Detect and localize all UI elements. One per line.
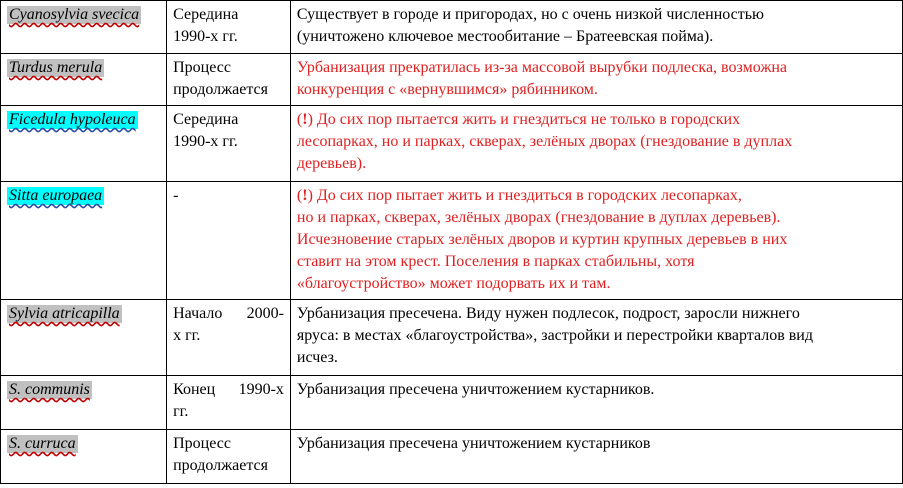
note-line: исчез. bbox=[296, 349, 338, 366]
species-name: Turdus merula bbox=[9, 59, 103, 76]
period-cell bbox=[167, 54, 291, 106]
table-row bbox=[1, 300, 903, 376]
species-cell bbox=[1, 106, 167, 182]
note-line: яруса: в местах «благоустройства», застройки и перестройки кварталов вид bbox=[296, 327, 813, 344]
note-cell bbox=[290, 182, 902, 300]
note-cell bbox=[290, 106, 902, 182]
note-line: ставит на этом крест. Поселения в парках стабильны, хотя bbox=[296, 253, 695, 270]
period-cell bbox=[167, 376, 291, 430]
species-name: S. communis bbox=[9, 381, 90, 398]
note-line: Урбанизация пресечена. Виду нужен подлесок, подрост, заросли нижнего bbox=[296, 305, 800, 322]
period-cell bbox=[167, 300, 291, 376]
period-cell bbox=[167, 182, 291, 300]
period-line: Середина bbox=[173, 6, 239, 23]
species-cell bbox=[1, 182, 167, 300]
note-line: деревьев). bbox=[296, 155, 367, 172]
species-name: S. curruca bbox=[9, 435, 76, 452]
note-line: Существует в городе и пригородах, но с очень низкой численностью bbox=[296, 6, 765, 23]
note-cell bbox=[290, 54, 902, 106]
species-cell bbox=[1, 300, 167, 376]
period-line: 1990-х гг. bbox=[173, 133, 238, 150]
species-name: Cyanosylvia svecica bbox=[9, 6, 140, 23]
period-line: Процесс bbox=[173, 435, 231, 452]
species-cell bbox=[1, 1, 167, 54]
note-line: конкуренция с «вернувшимся» рябинником. bbox=[296, 81, 598, 98]
period-line: Начало 2000- bbox=[173, 305, 284, 322]
period-line: - bbox=[173, 187, 179, 204]
note-cell bbox=[290, 430, 902, 484]
table-row bbox=[1, 430, 903, 484]
note-line: лесопарках, но и парках, скверах, зелёных дворах (гнездование в дуплах bbox=[296, 133, 793, 150]
note-line: Урбанизация пресечена уничтожением кустарников. bbox=[296, 381, 655, 398]
period-line: продолжается bbox=[173, 81, 269, 98]
period-cell bbox=[167, 1, 291, 54]
note-line: Урбанизация пресечена уничтожением кустарников bbox=[296, 435, 651, 452]
table-row bbox=[1, 1, 903, 54]
period-line: 1990-х гг. bbox=[173, 28, 238, 45]
note-line: (!) До сих пор пытает жить и гнездиться в городских лесопарках, bbox=[296, 187, 742, 204]
period-line: Процесс bbox=[173, 59, 231, 76]
note-line: но и парках, скверах, зелёных дворах (гнездование в дуплах деревьев). bbox=[296, 209, 781, 226]
table-row bbox=[1, 376, 903, 430]
species-cell bbox=[1, 430, 167, 484]
period-line: х гг. bbox=[173, 327, 201, 344]
exclamation-mark: ! bbox=[302, 187, 308, 204]
table-row bbox=[1, 182, 903, 300]
period-line: гг. bbox=[173, 403, 189, 420]
period-cell bbox=[167, 430, 291, 484]
note-line: «благоустройство» может подорвать их и там. bbox=[296, 275, 611, 292]
species-cell bbox=[1, 376, 167, 430]
period-cell bbox=[167, 106, 291, 182]
species-name: Sitta europaea bbox=[9, 187, 103, 204]
note-line: (уничтожено ключевое местообитание – Братеевская пойма). bbox=[296, 28, 714, 45]
note-line: Урбанизация прекратилась из-за массовой вырубки подлеска, возможна bbox=[296, 59, 788, 76]
note-cell bbox=[290, 300, 902, 376]
note-cell bbox=[290, 1, 902, 54]
table-row bbox=[1, 106, 903, 182]
note-line: (!) До сих пор пытается жить и гнездиться не только в городских bbox=[296, 111, 741, 128]
period-line: Конец 1990-х bbox=[173, 381, 284, 398]
species-cell bbox=[1, 54, 167, 106]
species-name: Ficedula hypoleuca bbox=[9, 111, 136, 128]
note-line: Исчезновение старых зелёных дворов и куртин крупных деревьев в них bbox=[296, 231, 788, 248]
species-name: Sylvia atricapilla bbox=[9, 305, 120, 322]
period-line: Середина bbox=[173, 111, 239, 128]
exclamation-mark: ! bbox=[302, 111, 308, 128]
table-row bbox=[1, 54, 903, 106]
note-cell bbox=[290, 376, 902, 430]
period-line: продолжается bbox=[173, 457, 269, 474]
